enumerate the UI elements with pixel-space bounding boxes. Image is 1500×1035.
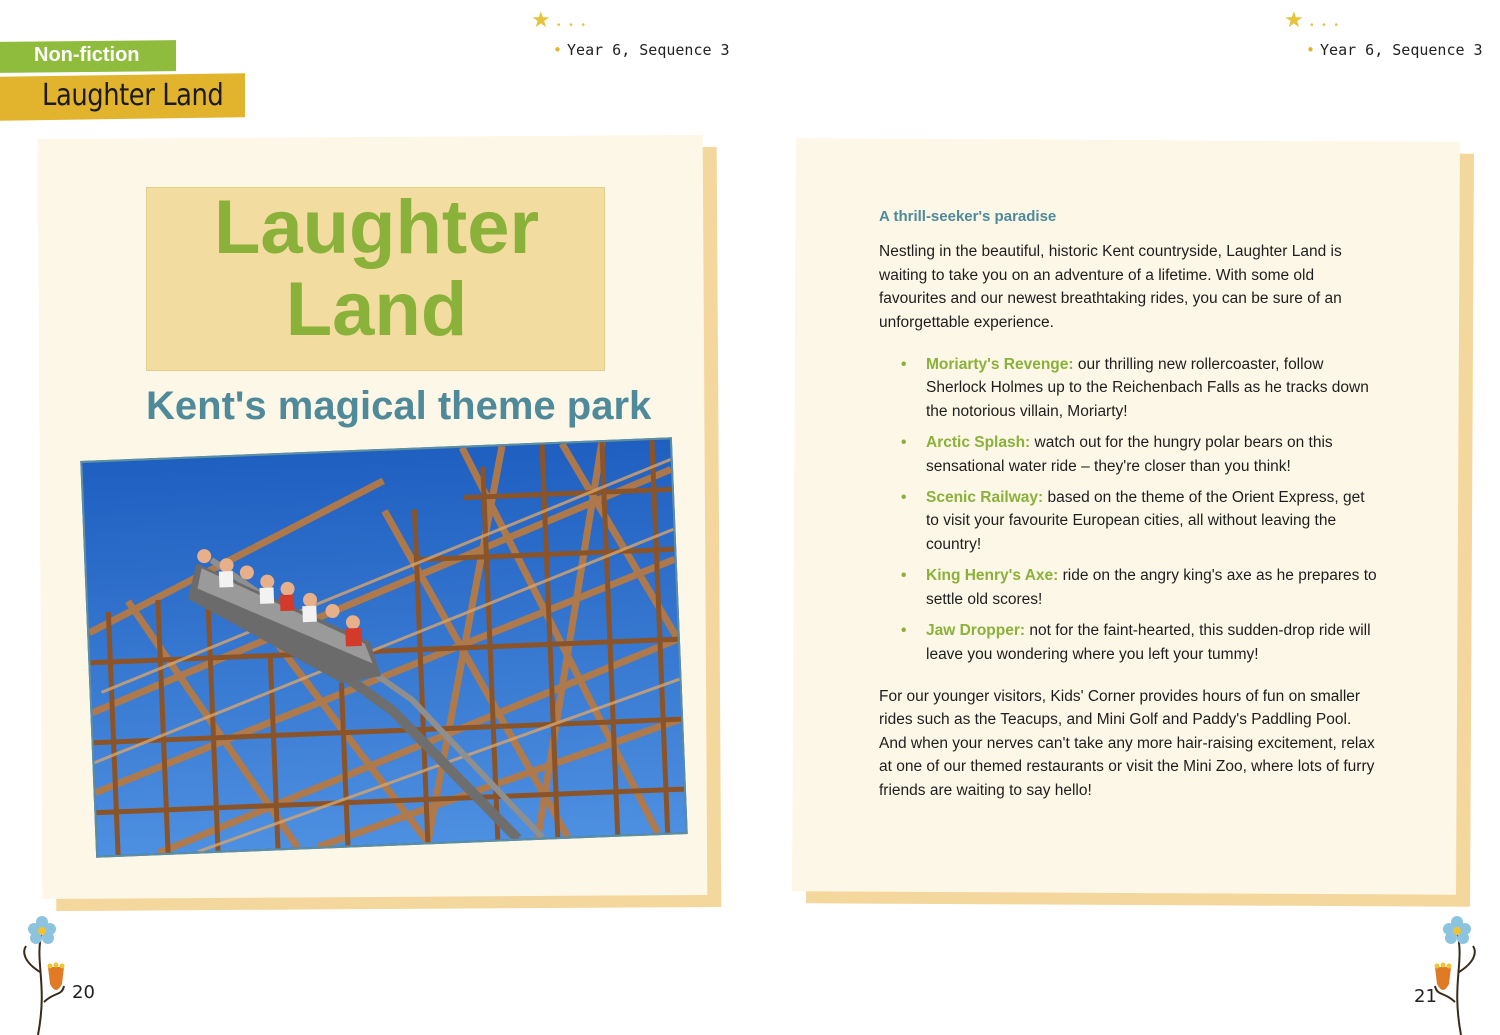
title-line-2: Land: [285, 267, 468, 352]
bullet-icon: •: [901, 567, 907, 585]
ride-name: Scenic Railway:: [926, 489, 1044, 507]
title-tag-label: Laughter Land: [42, 78, 224, 113]
rollercoaster-image: [82, 439, 685, 855]
bullet-icon: •: [901, 434, 907, 452]
title-box: [146, 187, 605, 371]
flower-icon: [14, 912, 74, 1035]
bullet-icon: •: [553, 41, 563, 59]
rides-list: [879, 353, 1379, 666]
ride-description: not for the faint-hearted, this sudden-drop ride will leave you wondering where you left your tummy!: [926, 622, 1371, 663]
bullet-icon: •: [901, 356, 907, 374]
star-dots-icon: • • •: [1310, 20, 1342, 31]
outro-paragraph: For our younger visitors, Kids' Corner provides hours of fun on smaller rides such as the Teacups, and Mini Golf and Paddy's Paddling Pool. And when your nerves can't take any more hair-raising excitement, relax at one of our themed restaurants or visit the Mini Zoo, where lots of furry friends are waiting to say hello!: [879, 687, 1375, 799]
star-icon: ★: [1284, 7, 1304, 32]
flower-icon: [1425, 912, 1485, 1035]
ride-name: Moriarty's Revenge:: [926, 356, 1074, 374]
intro-paragraph: Nestling in the beautiful, historic Kent countryside, Laughter Land is waiting to take you on an adventure of a lifetime. With some old favourites and our newest breathtaking rides, you can be sure of an unforgettable experience.: [879, 243, 1342, 331]
list-item: [879, 486, 1379, 556]
page-number-right: 21: [1414, 986, 1437, 1007]
sequence-text: Year 6, Sequence 3: [567, 41, 730, 59]
title-line-1: Laughter: [213, 185, 540, 270]
sequence-label-right: [1306, 41, 1483, 59]
bullet-icon: •: [1306, 41, 1316, 59]
section-heading: A thrill-seeker's paradise: [879, 208, 1057, 225]
ride-description: our thrilling new rollercoaster, follow Sherlock Holmes up to the Reichenbach Falls as he tracks down the notorious villain, Moriarty!: [926, 356, 1369, 420]
ride-description: based on the theme of the Orient Express, get to visit your favourite European cities, all without leaving the country!: [926, 489, 1365, 553]
ride-name: King Henry's Axe:: [926, 567, 1059, 585]
bullet-icon: •: [901, 489, 907, 507]
sequence-label-left: [553, 41, 730, 59]
category-label: Non-fiction: [34, 44, 140, 66]
bullet-icon: •: [901, 622, 907, 640]
list-item: [879, 431, 1379, 478]
article-body: [879, 205, 1379, 821]
ride-description: ride on the angry king's axe as he prepares to settle old scores!: [926, 567, 1377, 608]
sequence-text: Year 6, Sequence 3: [1320, 41, 1483, 59]
subtitle: Kent's magical theme park: [146, 384, 652, 428]
star-dots-icon: • • •: [557, 20, 589, 31]
ride-name: Arctic Splash:: [926, 434, 1031, 452]
page-number-left: 20: [72, 982, 95, 1003]
list-item: [879, 619, 1379, 666]
star-icon: ★: [531, 7, 551, 32]
rollercoaster-photo: [80, 437, 687, 857]
ride-name: Jaw Dropper:: [926, 622, 1026, 640]
list-item: [879, 564, 1379, 611]
list-item: [879, 353, 1379, 423]
ride-description: watch out for the hungry polar bears on this sensational water ride – they're closer than you think!: [926, 434, 1333, 475]
